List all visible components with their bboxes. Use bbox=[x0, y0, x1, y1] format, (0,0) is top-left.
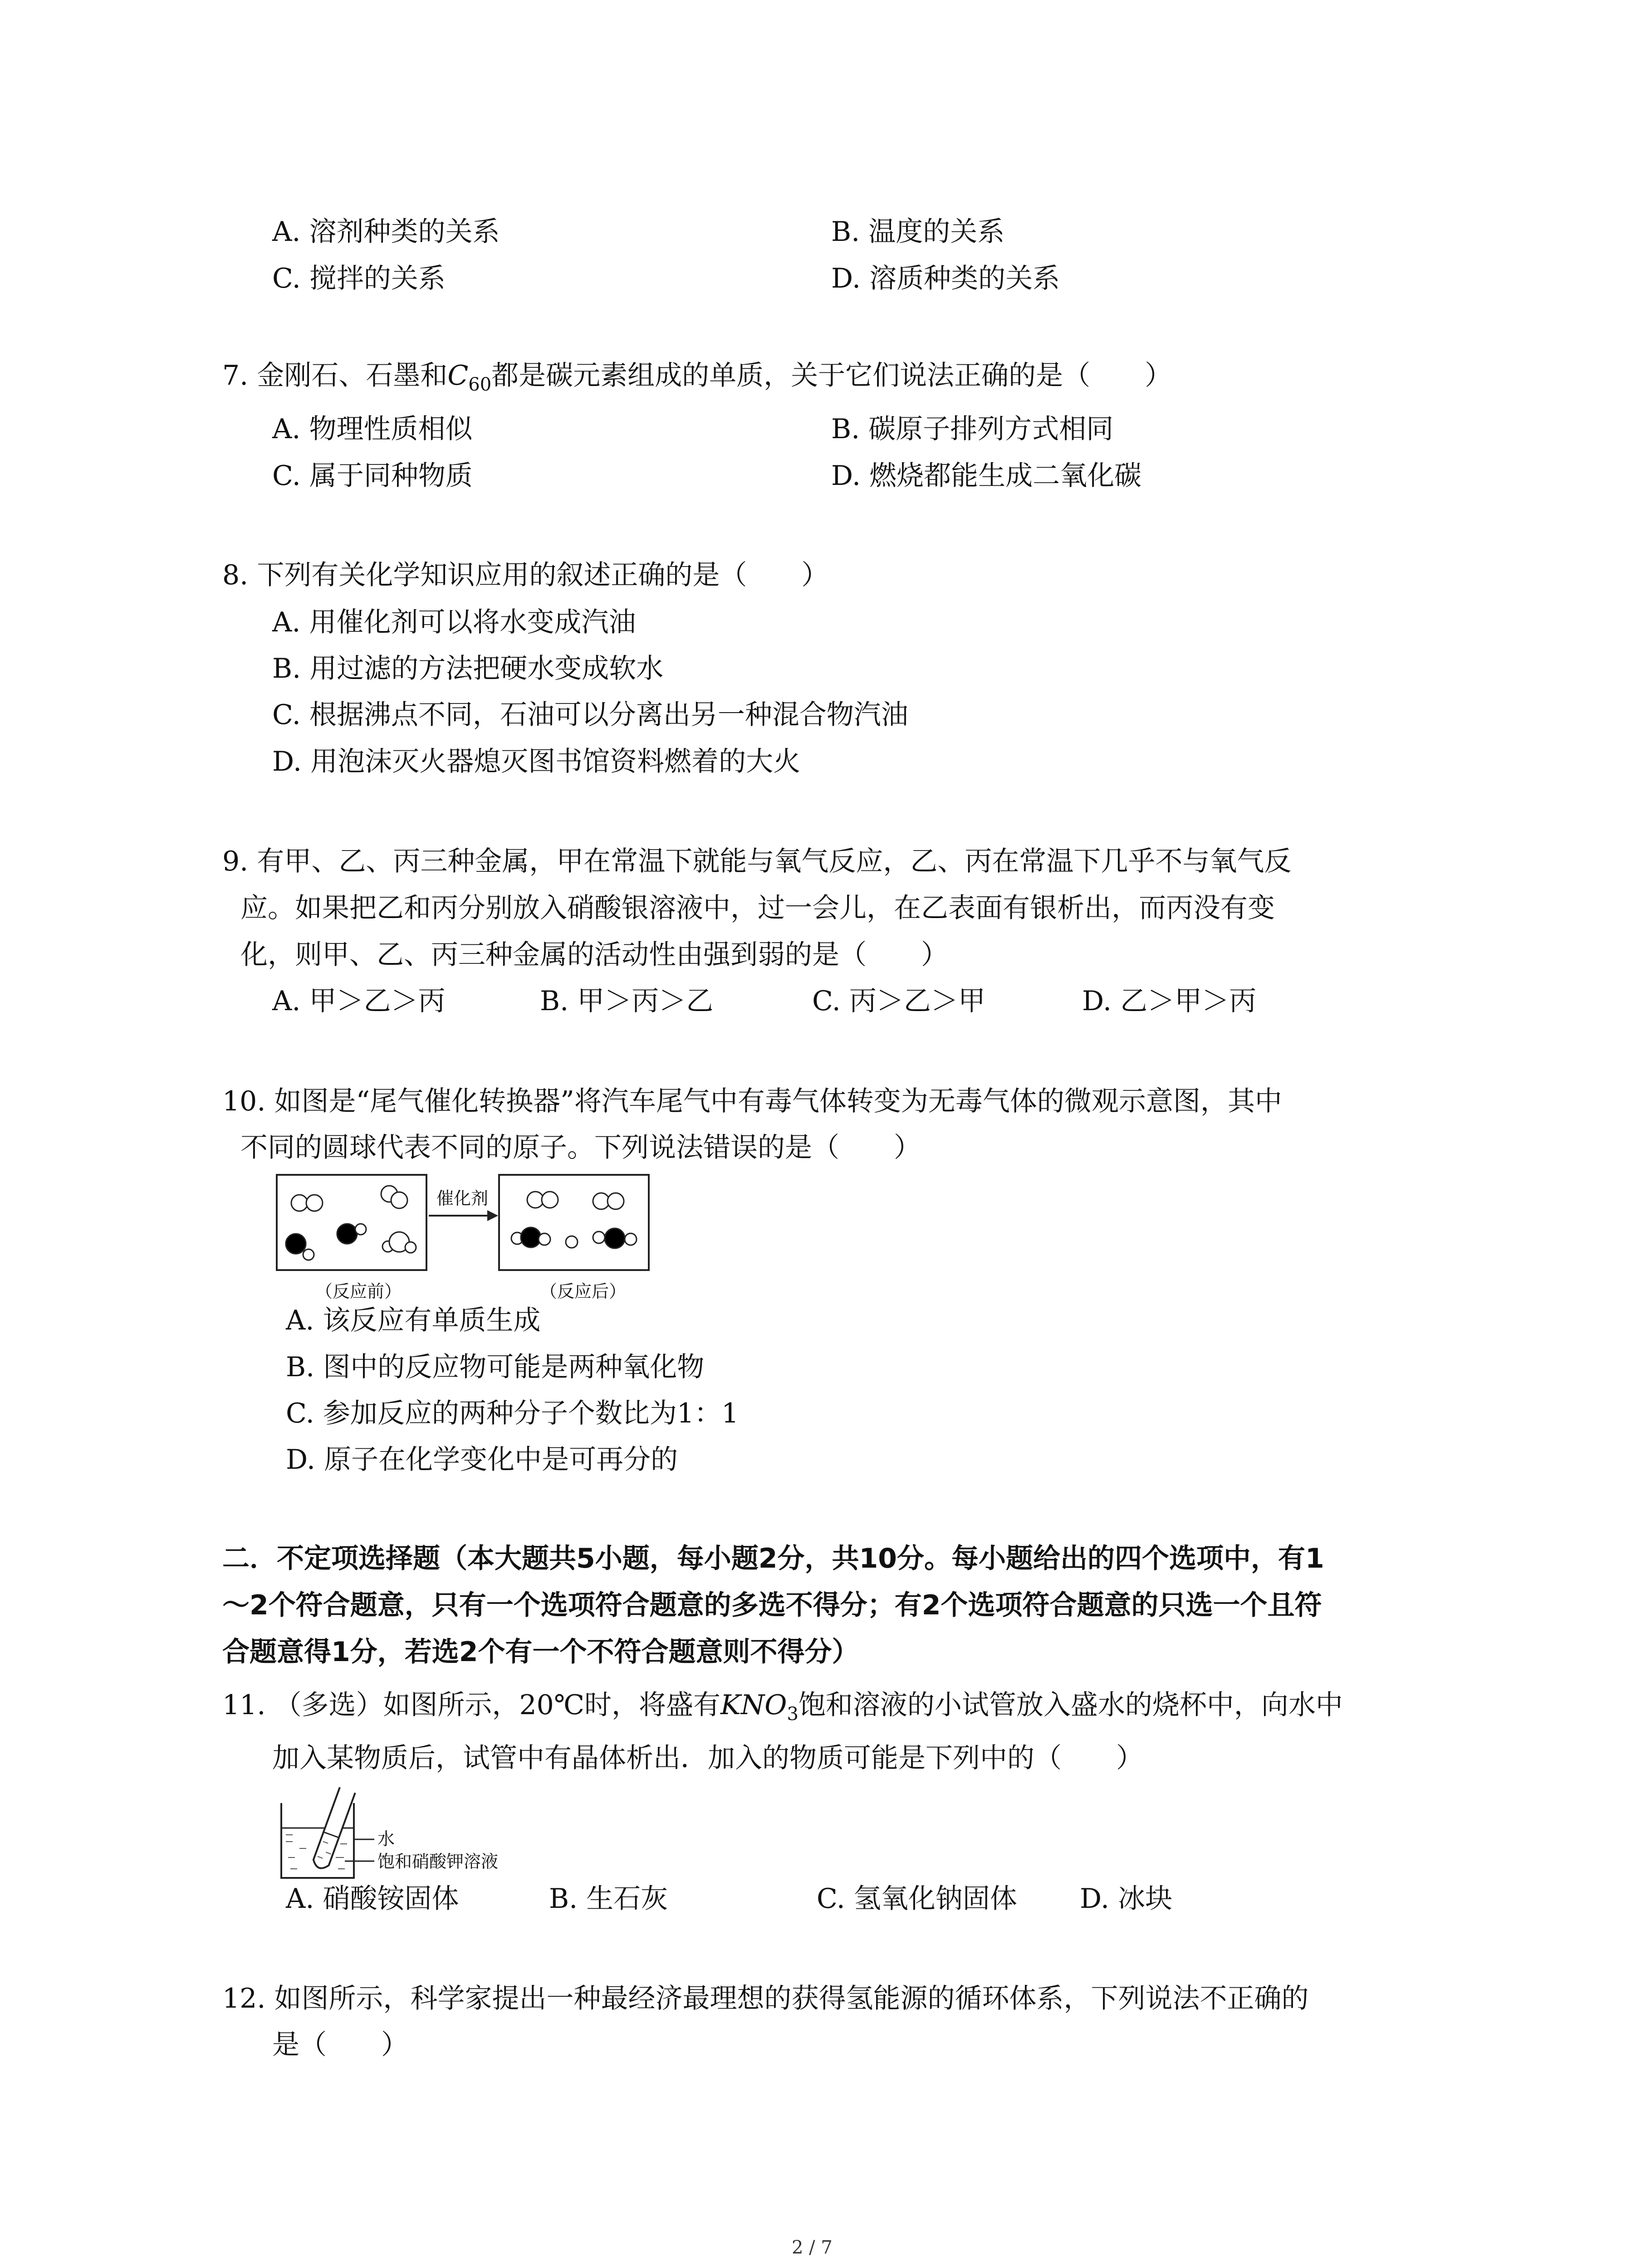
q7-option-b: B. 碳原子排列方式相同 bbox=[831, 413, 1114, 445]
kno3-subscript: 3 bbox=[787, 1704, 798, 1725]
solution-label: 饱和硝酸钾溶液 bbox=[377, 1852, 499, 1872]
q10-stem-line2: 不同的圆球代表不同的原子。下列说法错误的是（ ） bbox=[240, 1132, 921, 1163]
before-box bbox=[277, 1175, 426, 1270]
q8-option-c: C. 根据沸点不同，石油可以分离出另一种混合物汽油 bbox=[272, 699, 908, 731]
before-label: （反应前） bbox=[315, 1281, 402, 1301]
q10-option-b: B. 图中的反应物可能是两种氧化物 bbox=[286, 1351, 705, 1383]
q6-option-d: D. 溶质种类的关系 bbox=[831, 263, 1060, 294]
q10-option-d: D. 原子在化学变化中是可再分的 bbox=[286, 1444, 678, 1476]
after-label: （反应后） bbox=[540, 1281, 627, 1301]
q9-stem-line1: 9. 有甲、乙、丙三种金属，甲在常温下就能与氧气反应，乙、丙在常温下几乎不与氧气反 bbox=[222, 846, 1292, 877]
kno3-formula bbox=[720, 1689, 798, 1725]
q9-option-d: D. 乙＞甲＞丙 bbox=[1082, 985, 1257, 1017]
q8-option-d: D. 用泡沫灭火器熄灭图书馆资料燃着的大火 bbox=[272, 746, 801, 777]
water-label: 水 bbox=[377, 1829, 395, 1849]
q7-stem-pre: 7. 金刚石、石墨和 bbox=[222, 360, 448, 391]
after-box bbox=[499, 1175, 649, 1270]
q8-stem: 8. 下列有关化学知识应用的叙述正确的是（ ） bbox=[222, 559, 829, 591]
q11-stem-line1 bbox=[222, 1689, 1343, 1730]
q9-option-b: B. 甲＞丙＞乙 bbox=[540, 985, 714, 1017]
q9-option-a: A. 甲＞乙＞丙 bbox=[272, 985, 446, 1017]
test-tube bbox=[312, 1787, 355, 1871]
page-number: 2 / 7 bbox=[792, 2237, 833, 2258]
q7-option-d: D. 燃烧都能生成二氧化碳 bbox=[831, 460, 1142, 492]
q11-option-d: D. 冰块 bbox=[1080, 1883, 1173, 1915]
q11-option-c: C. 氢氧化钠固体 bbox=[817, 1883, 1017, 1915]
q9-stem-line2: 应。如果把乙和丙分别放入硝酸银溶液中，过一会儿，在乙表面有银析出，而丙没有变 bbox=[240, 892, 1275, 924]
c60-formula bbox=[447, 360, 492, 395]
q10-option-a: A. 该反应有单质生成 bbox=[286, 1305, 541, 1336]
section2-heading-line1: 二．不定项选择题（本大题共5小题，每小题2分，共10分。每小题给出的四个选项中，有1 bbox=[222, 1543, 1324, 1574]
q7-option-c: C. 属于同种物质 bbox=[272, 460, 473, 492]
q7-option-a: A. 物理性质相似 bbox=[272, 413, 473, 445]
q6-option-c: C. 搅拌的关系 bbox=[272, 263, 446, 294]
beaker-test-tube-diagram bbox=[272, 1785, 554, 1885]
q11-stem-post: 饱和溶液的小试管放入盛水的烧杯中，向水中 bbox=[798, 1689, 1343, 1721]
q9-stem-line3: 化，则甲、乙、丙三种金属的活动性由强到弱的是（ ） bbox=[240, 939, 948, 971]
q11-stem-line2: 加入某物质后，试管中有晶体析出．加入的物质可能是下列中的（ ） bbox=[272, 1742, 1143, 1774]
q10-stem-line1: 10. 如图是“尾气催化转换器”将汽车尾气中有毒气体转变为无毒气体的微观示意图，其中 bbox=[222, 1085, 1282, 1117]
q6-option-b: B. 温度的关系 bbox=[831, 216, 1005, 248]
c60-subscript: 60 bbox=[468, 374, 492, 395]
q11-option-a: A. 硝酸铵固体 bbox=[286, 1883, 459, 1915]
c60-symbol: C bbox=[447, 360, 469, 391]
q7-stem-post: 都是碳元素组成的单质，关于它们说法正确的是（ ） bbox=[491, 360, 1172, 391]
section2-heading-line3: 合题意得1分，若选2个有一个不符合题意则不得分） bbox=[222, 1636, 859, 1668]
q8-option-b: B. 用过滤的方法把硬水变成软水 bbox=[272, 653, 664, 684]
q12-stem-line1: 12. 如图所示，科学家提出一种最经济最理想的获得氢能源的循环体系，下列说法不正确的 bbox=[222, 1983, 1309, 2014]
q9-option-c: C. 丙＞乙＞甲 bbox=[812, 985, 985, 1017]
arrow-head-icon bbox=[487, 1210, 498, 1221]
q11-stem-pre: 11. （多选）如图所示，20℃时，将盛有 bbox=[222, 1689, 720, 1721]
q11-option-b: B. 生石灰 bbox=[549, 1883, 668, 1915]
q7-stem bbox=[222, 359, 1172, 401]
kno3-symbol: KNO bbox=[720, 1689, 787, 1721]
q6-option-a: A. 溶剂种类的关系 bbox=[272, 216, 500, 248]
q8-option-a: A. 用催化剂可以将水变成汽油 bbox=[272, 606, 636, 638]
section2-heading-line2: ～2个符合题意，只有一个选项符合题意的多选不得分；有2个选项符合题意的只选一个且符 bbox=[222, 1589, 1322, 1621]
catalytic-converter-diagram bbox=[272, 1170, 662, 1306]
q10-option-c: C. 参加反应的两种分子个数比为1：1 bbox=[286, 1398, 739, 1429]
catalyst-label: 催化剂 bbox=[436, 1188, 489, 1208]
q12-stem-line2: 是（ ） bbox=[272, 2029, 408, 2061]
